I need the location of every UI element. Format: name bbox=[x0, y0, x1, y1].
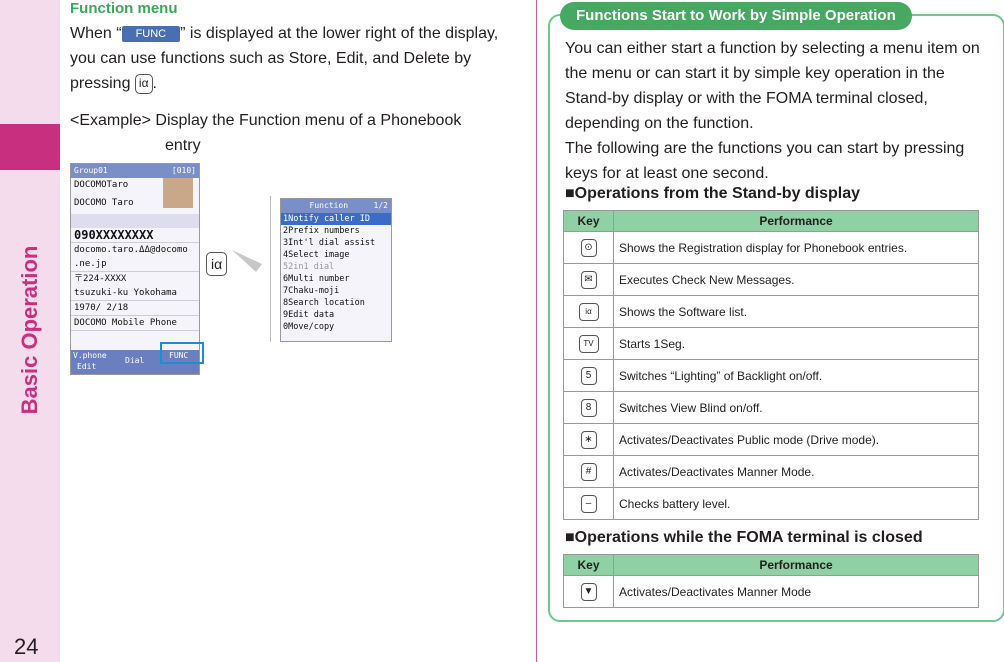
standby-table bbox=[563, 210, 979, 520]
menu-item: 4Select image bbox=[283, 250, 350, 260]
menu-item: 9Edit data bbox=[283, 310, 335, 320]
menu-page: 1/2 bbox=[373, 201, 388, 210]
name-field: DOCOMO Taro bbox=[74, 198, 134, 208]
table-row bbox=[564, 232, 979, 264]
phone-number-field: 090XXXXXXXX bbox=[71, 228, 199, 243]
performance-cell: Checks battery level. bbox=[614, 488, 979, 520]
menu-item: 6Multi number bbox=[283, 274, 350, 284]
performance-cell: Starts 1Seg. bbox=[614, 328, 979, 360]
panel-tab-title: Functions Start to Work by Simple Operation bbox=[560, 2, 912, 30]
performance-cell: Switches View Blind on/off. bbox=[614, 392, 979, 424]
email-field-a: docomo.taro.ΔΔ@docomo bbox=[74, 245, 188, 255]
menu-item: 1Notify caller ID bbox=[281, 213, 391, 225]
p1-part-b: ” is displayed at the lower right of the display, you can use functions such as Store, Edit, and Delete by pressing bbox=[70, 25, 499, 92]
intro-text-2: The following are the functions you can start by pressing keys for at least one second. bbox=[565, 140, 965, 182]
key-icon: TV bbox=[579, 335, 599, 353]
p1-part-a: When “ bbox=[70, 25, 122, 42]
key-icon: iα bbox=[579, 303, 599, 321]
table-header-row bbox=[564, 211, 979, 232]
menu-title-bar bbox=[281, 199, 391, 213]
softkey-edit: Edit bbox=[77, 362, 97, 371]
table-header-row bbox=[564, 555, 979, 576]
func-highlight-box bbox=[160, 342, 204, 364]
menu-item: 2Prefix numbers bbox=[283, 226, 360, 236]
screen-title-right: [010] bbox=[171, 166, 196, 175]
i-alpha-key-icon: iα bbox=[135, 74, 153, 94]
p1-end: . bbox=[152, 75, 157, 92]
menu-item: 52in1 dial bbox=[283, 262, 335, 272]
function-menu-paragraph bbox=[70, 21, 510, 96]
table-row bbox=[564, 264, 979, 296]
table-row bbox=[564, 488, 979, 520]
page-number: 24 bbox=[14, 634, 39, 659]
menu-item: 8Search location bbox=[283, 298, 365, 308]
col-performance-header: Performance bbox=[614, 555, 979, 576]
key-icon: ▼ bbox=[581, 583, 597, 601]
table-row bbox=[564, 328, 979, 360]
performance-cell: Shows the Registration display for Phonebook entries. bbox=[614, 232, 979, 264]
intro-paragraph bbox=[565, 36, 985, 186]
press-i-alpha-key-icon: iα bbox=[206, 252, 227, 276]
col-performance-header: Performance bbox=[614, 211, 979, 232]
side-tab-marker bbox=[0, 124, 60, 170]
menu-title: Function bbox=[309, 201, 349, 210]
memo-field: DOCOMO Mobile Phone bbox=[71, 316, 199, 331]
example-line: <Example> Display the Function menu of a Phonebook bbox=[70, 112, 462, 129]
standby-heading: ■Operations from the Stand-by display bbox=[565, 185, 861, 202]
email-field-b: .ne.jp bbox=[71, 257, 199, 272]
softkey-dial: Dial bbox=[125, 356, 145, 365]
table-row bbox=[564, 424, 979, 456]
performance-cell: Activates/Deactivates Manner Mode bbox=[614, 576, 979, 608]
function-menu-title: Function menu bbox=[70, 0, 178, 17]
softkey-vphone: V.phone bbox=[73, 351, 107, 360]
address-field-b: tsuzuki-ku Yokohama bbox=[71, 286, 199, 301]
icon-tab-row bbox=[71, 214, 199, 228]
section-title: Basic Operation bbox=[17, 245, 42, 415]
table-row bbox=[564, 296, 979, 328]
func-badge: FUNC bbox=[122, 26, 181, 42]
closed-table bbox=[563, 554, 979, 608]
closed-heading: ■Operations while the FOMA terminal is closed bbox=[565, 529, 923, 546]
key-icon: – bbox=[581, 495, 597, 513]
softkey-func: FUNC bbox=[169, 351, 189, 360]
performance-cell: Activates/Deactivates Public mode (Drive mode). bbox=[614, 424, 979, 456]
key-icon: 5 bbox=[581, 367, 597, 385]
performance-cell: Switches “Lighting” of Backlight on/off. bbox=[614, 360, 979, 392]
performance-cell: Activates/Deactivates Manner Mode. bbox=[614, 456, 979, 488]
next-arrow-icon bbox=[232, 246, 272, 276]
reading-field: DOCOMOTaro bbox=[74, 180, 129, 190]
table-row bbox=[564, 456, 979, 488]
key-icon: ∗ bbox=[581, 431, 597, 449]
key-icon: ⊙ bbox=[581, 239, 597, 257]
table-row bbox=[564, 576, 979, 608]
menu-item: 3Int'l dial assist bbox=[283, 238, 376, 248]
col-key-header: Key bbox=[564, 555, 614, 576]
example-line-2: entry bbox=[165, 137, 201, 154]
menu-item: 7Chaku-moji bbox=[283, 286, 340, 296]
key-icon: # bbox=[581, 463, 597, 481]
screen-title-bar bbox=[71, 164, 199, 178]
table-row bbox=[564, 360, 979, 392]
birthday-field: 1970/ 2/18 bbox=[71, 301, 199, 316]
key-icon: 8 bbox=[581, 399, 597, 417]
key-icon: ✉ bbox=[581, 271, 597, 289]
performance-cell: Shows the Software list. bbox=[614, 296, 979, 328]
menu-item: 0Move/copy bbox=[283, 322, 335, 332]
address-field-a: 〒224-XXXX bbox=[74, 274, 127, 284]
performance-cell: Executes Check New Messages. bbox=[614, 264, 979, 296]
table-row bbox=[564, 392, 979, 424]
contact-photo bbox=[163, 178, 193, 208]
function-menu-screen bbox=[280, 198, 392, 342]
screen-title: Group01 bbox=[74, 166, 108, 175]
image-divider bbox=[270, 196, 271, 342]
column-divider bbox=[536, 0, 537, 662]
intro-text: You can either start a function by selecting a menu item on the menu or can start it by simple key operation in the Stand-by display or with the FOMA terminal closed, depending on the function. bbox=[565, 40, 980, 132]
col-key-header: Key bbox=[564, 211, 614, 232]
